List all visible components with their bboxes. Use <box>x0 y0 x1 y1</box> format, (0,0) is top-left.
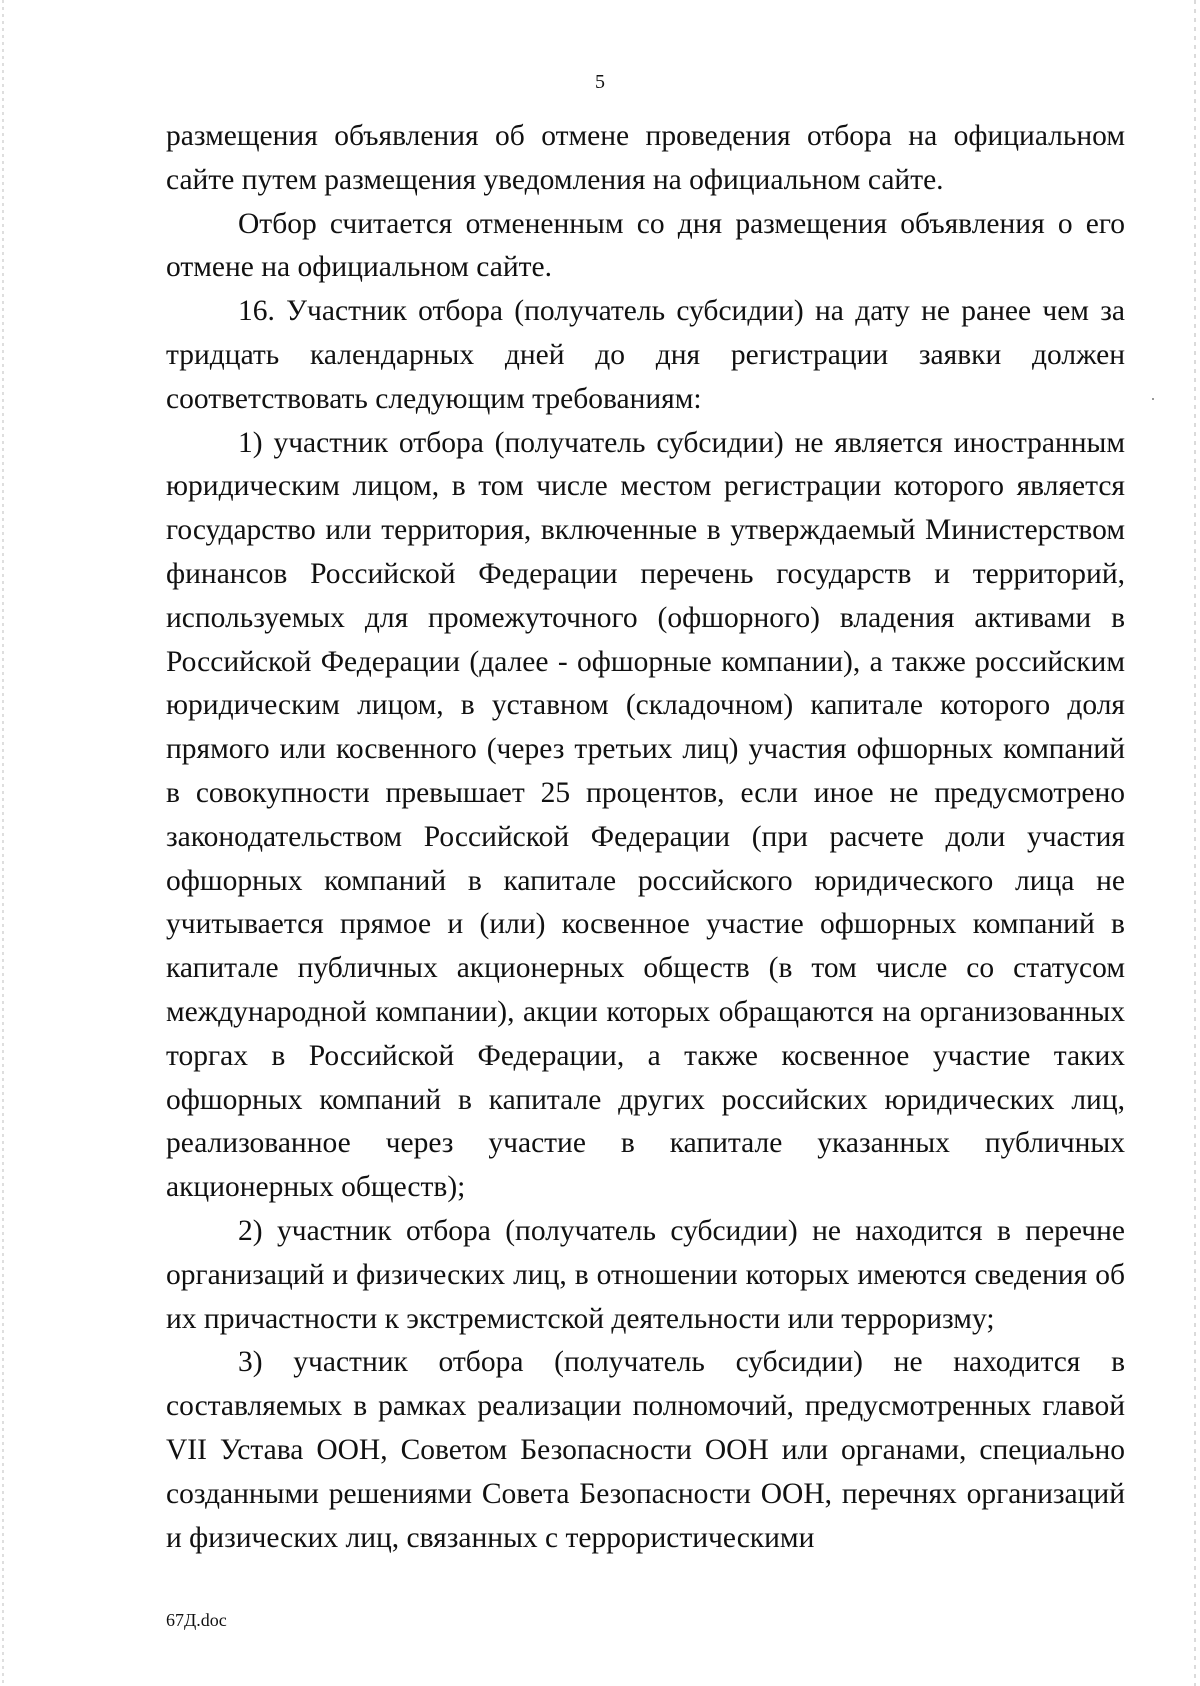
paragraph-requirement-3: 3) участник отбора (получатель субсидии) не находится в составляемых в рамках реализации полномочий, предусмотренных главой VII Устава ООН, Советом Безопасности ООН или органами, специально созданными решениями Совета Безопасности ООН, перечнях организаций и физических лиц, связанных с террористическими <box>166 1346 1125 1554</box>
page-number: 5 <box>595 71 605 93</box>
document-body <box>166 115 1125 1560</box>
scan-edge-left <box>2 0 4 1686</box>
paragraph-requirement-2: 2) участник отбора (получатель субсидии) не находится в перечне организаций и физических лиц, в отношении которых имеются сведения об их причастности к экстремистской деятельности или терроризму; <box>166 1214 1125 1335</box>
paragraph-cancellation: Отбор считается отмененным со дня размещения объявления о его отмене на официальном сайте. <box>166 207 1125 284</box>
paragraph-item-16: 16. Участник отбора (получатель субсидии) на дату не ранее чем за тридцать календарных дней до дня регистрации заявки должен соответствовать следующим требованиям: <box>166 295 1125 415</box>
scan-speck <box>1152 398 1154 400</box>
paragraph-continuation: размещения объявления об отмене проведения отбора на официальном сайте путем размещения уведомления на официальном сайте. <box>166 120 1125 196</box>
footer-filename: 67Д.doc <box>166 1610 227 1630</box>
scan-edge-right <box>1194 0 1196 1686</box>
paragraph-requirement-1: 1) участник отбора (получатель субсидии) не является иностранным юридическим лицом, в том числе местом регистрации которого является государство или территория, включенные в утверждаемый Министерством финансов Российской Федерации перечень государств и территорий, используемых для промежуточного (офшорного) владения активами в Российской Федерации (далее - офшорные компании), а также российским юридическим лицом, в уставном (складочном) капитале которого доля прямого или косвенного (через третьих лиц) участия офшорных компаний в совокупности превышает 25 процентов, если иное не предусмотрено законодательством Российской Федерации (при расчете доли участия офшорных компаний в капитале российского юридического лица не учитывается прямое и (или) косвенное участие офшорных компаний в капитале публичных акционерных обществ (в том числе со статусом международной компании), акции которых обращаются на организованных торгах в Российской Федерации, а также косвенное участие таких офшорных компаний в капитале других российских юридических лиц, реализованное через участие в капитале указанных публичных акционерных обществ); <box>166 426 1125 1204</box>
